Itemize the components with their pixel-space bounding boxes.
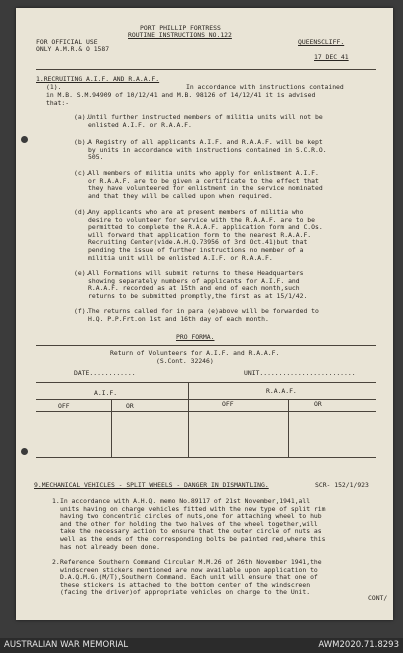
paragraph-label: 2.: [52, 558, 60, 566]
section-9-heading: 9.MECHANICAL VEHICLES - SPLIT WHEELS - DANGER IN DISMANTLING.: [34, 481, 269, 489]
paragraph-e: [74, 270, 384, 300]
section-9-item-2: [52, 559, 388, 597]
fortress-title: PORT PHILLIP FORTRESS: [140, 24, 221, 32]
pro-forma-subtitle: Return of Volunteers for A.I.F. and R.A.A.F.: [110, 349, 280, 357]
date-field-label: DATE............: [74, 369, 136, 377]
paragraph-text: The returns called for in para (e)above will be forwarded to H.Q. P.P.Frt.on 1st and 16th day of each month.: [88, 307, 319, 323]
paragraph-label: (f).: [74, 307, 90, 315]
archive-footer: [0, 638, 403, 653]
table-rule: [188, 383, 189, 457]
divider: [36, 345, 376, 346]
archive-accession-number: AWM2020.71.8293: [318, 640, 399, 650]
paragraph-f: [74, 308, 384, 323]
pro-forma-title: PRO FORMA.: [176, 333, 215, 341]
paragraph-label: (d).: [74, 208, 90, 216]
intro-line: that:-: [46, 99, 70, 107]
intro-line: in M.B. S.M.94909 of 10/12/41 and M.B. 98126 of 14/12/41 it is advised: [46, 91, 316, 99]
intro-line: In accordance with instructions contained: [186, 83, 344, 91]
order-reference: ONLY A.M.R.& O 1587: [36, 45, 110, 53]
paragraph-text: A Registry of all applicants A.I.F. and R.A.A.F. will be kept by units in accordance with instructions contained in S.C.R.O. 505.: [88, 138, 327, 162]
aif-off-header: OFF: [58, 402, 70, 410]
continued-marker: CONT/: [368, 594, 388, 602]
document-date: 17 DEC 41: [314, 53, 349, 61]
paragraph-text: Until further instructed members of militia units will not be enlisted A.I.F. or R.A.A.F.: [88, 113, 323, 129]
paragraph-text: In accordance with A.H.Q. memo No.89117 of 21st November,1941,all units having on charge vehicles fitted with the new type of split rim having two concentric circles of nuts,one for attaching wheel to hub and the other for holding the two halves of the wheel together,will take the necessary action to ensure that the outer circle of nuts as well as the ends of the corresponding bolts be painted red,where this has not already been done.: [60, 497, 326, 551]
routine-instructions-title: ROUTINE INSTRUCTIONS NO.122: [128, 31, 232, 39]
paragraph-label: (c).: [74, 169, 90, 177]
intro-number: (1).: [46, 83, 62, 91]
official-use-label: FOR OFFICIAL USE: [36, 38, 98, 46]
paragraph-label: (e).: [74, 269, 90, 277]
paragraph-b: [74, 139, 384, 162]
paragraph-c: [74, 170, 384, 200]
divider: [36, 69, 376, 70]
paragraph-text: Reference Southern Command Circular M.M.26 of 26th November 1941,the windscreen stickers mentioned are now available upon application to D.A.Q.M.G.(M/T),Southern Command. Each unit will ensure that one of these stickers is attached to the bottom center of the windscreen (facing the driver)of appropriate vehicles on charge to the Unit.: [60, 558, 322, 597]
document-page: [16, 8, 393, 620]
archive-name: AUSTRALIAN WAR MEMORIAL: [4, 640, 129, 650]
paragraph-text: All Formations will submit returns to these Headquarters showing separately numbers of applicants for A.I.F. and R.A.A.F. recorded as at 15th and end of each month,such returns to be submitted promptly,the first as at 15/1/42.: [88, 269, 308, 300]
table-rule: [111, 399, 112, 457]
punch-hole: [21, 136, 28, 143]
aif-column-header: A.I.F.: [94, 389, 118, 397]
paragraph-label: 1.: [52, 497, 60, 505]
table-rule: [288, 399, 289, 457]
section-9-item-1: [52, 498, 388, 551]
section-9-reference: SCR- 152/1/923: [315, 481, 369, 489]
section-1-heading: 1.RECRUITING A.I.F. AND R.A.A.F.: [36, 75, 160, 83]
pro-forma-reference: (S.Cont. 32246): [156, 357, 214, 365]
table-rule: [36, 411, 376, 412]
paragraph-d: [74, 209, 384, 262]
aif-or-header: OR: [126, 402, 134, 410]
paragraph-text: All members of militia units who apply for enlistment A.I.F. or R.A.A.F. are to be given a certificate to the effect that they have volunteered for enlistment in the service nominated and that they will be called upon when required.: [88, 169, 323, 200]
raaf-or-header: OR: [314, 400, 322, 408]
table-rule: [36, 399, 376, 400]
location-label: QUEENSCLIFF.: [298, 38, 345, 46]
punch-hole: [21, 448, 28, 455]
paragraph-a: [74, 114, 384, 129]
paragraph-label: (a).: [74, 113, 90, 121]
unit-field-label: UNIT.........................: [244, 369, 356, 377]
raaf-off-header: OFF: [222, 400, 234, 408]
table-rule: [36, 382, 376, 383]
raaf-column-header: R.A.A.F.: [266, 387, 297, 395]
paragraph-text: Any applicants who are at present members of militia who desire to volunteer for service with the R.A.A.F. are to be permitted to complete the R.A.A.F. application form and C.Os. will forward that application form to the nearest R.A.A.F. Recruiting Center(vide.A.H.Q.73956 of 3rd Oct.41)but that pending the issue of further instructions no member of a militia unit will be enlisted A.I.F. or R.A.A.F.: [88, 208, 323, 262]
table-rule: [36, 457, 376, 458]
paragraph-label: (b).: [74, 138, 90, 146]
